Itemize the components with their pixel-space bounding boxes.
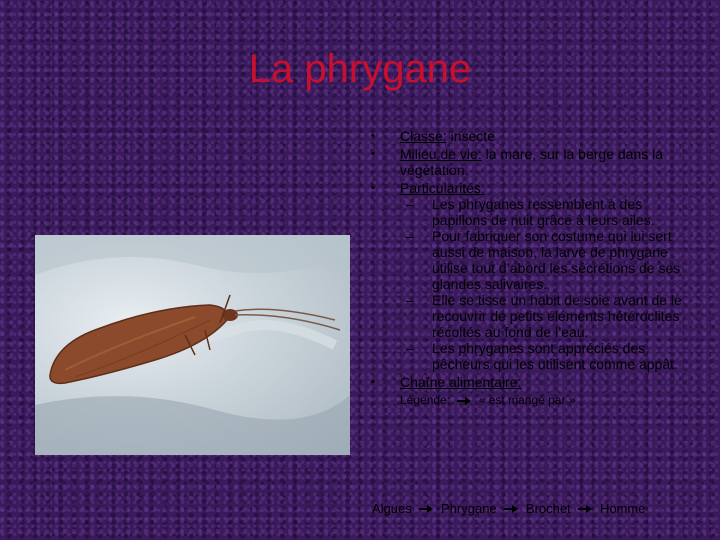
slide-content (365, 128, 685, 408)
milieu-value: la mare, sur la berge dans la végétation. (400, 146, 664, 178)
bullet-icon: • (371, 182, 375, 194)
sub-list (400, 196, 685, 372)
sub-item-text: Les phryganes ressemblent à des papillons de nuit grâce à leurs ailes. (432, 196, 655, 228)
sub-list-item: – Les phryganes ressemblent à des papillons de nuit grâce à leurs ailes. (406, 196, 655, 228)
legend (365, 392, 685, 408)
chain-item: Homme (599, 501, 646, 517)
bullet-icon: • (371, 130, 375, 142)
arrow-right-icon (419, 505, 433, 513)
chain-item: Algues (372, 501, 412, 517)
bullet-icon: • (371, 148, 375, 160)
sub-item-text: Les phryganes sont appréciés des pêcheurs qui les utilisent comme appât. (432, 340, 678, 372)
chaine-label: Chaîne alimentaire: (400, 374, 522, 390)
sub-item-text: Elle se tisse un habit de soie avant de le recouvrir de petits éléments hétéroclites récoltés au fond de l’eau. (432, 292, 682, 340)
bullet-icon: • (371, 376, 375, 388)
arrow-right-icon (504, 505, 518, 513)
list-item-milieu (365, 146, 685, 178)
arrow-right-icon (457, 397, 471, 405)
list-item-classe (365, 128, 685, 144)
milieu-label: Milieu de vie: (400, 146, 482, 162)
sub-list-item: – Les phryganes sont appréciés des pêcheurs qui les utilisent comme appât. (406, 340, 678, 372)
particularites-label: Particularités: (400, 180, 485, 196)
caddisfly-illustration (35, 235, 350, 455)
sub-item-text: Pour fabriquer son costume qui lui sert aussi de maison, la larve de phrygane utilise tout d’abord les sécrétions de ses glandes salivaires. (432, 228, 681, 292)
chain-item: Brochet (525, 501, 571, 517)
legend-meaning: « est mangé par » (478, 393, 576, 407)
arrow-right-icon (578, 505, 592, 513)
sub-list-item: – Elle se tisse un habit de soie avant de le recouvrir de petits éléments hétéroclites récoltés au fond de l’eau. (406, 292, 682, 340)
sub-list-item: – Pour fabriquer son costume qui lui sert aussi de maison, la larve de phrygane utilise tout d’abord les sécrétions de ses glandes salivaires. (406, 228, 681, 292)
food-chain (372, 500, 645, 516)
list-item-particularites (365, 180, 685, 372)
slide-title: La phrygane (248, 47, 472, 91)
classe-label: Classe: (400, 128, 447, 144)
legend-label: Légende: (400, 393, 451, 407)
caddisfly-photo (35, 235, 350, 455)
classe-value: insecte (446, 128, 495, 144)
list-item-chaine (365, 374, 685, 390)
chain-item: Phrygane (441, 501, 497, 517)
bullet-list (365, 128, 685, 390)
